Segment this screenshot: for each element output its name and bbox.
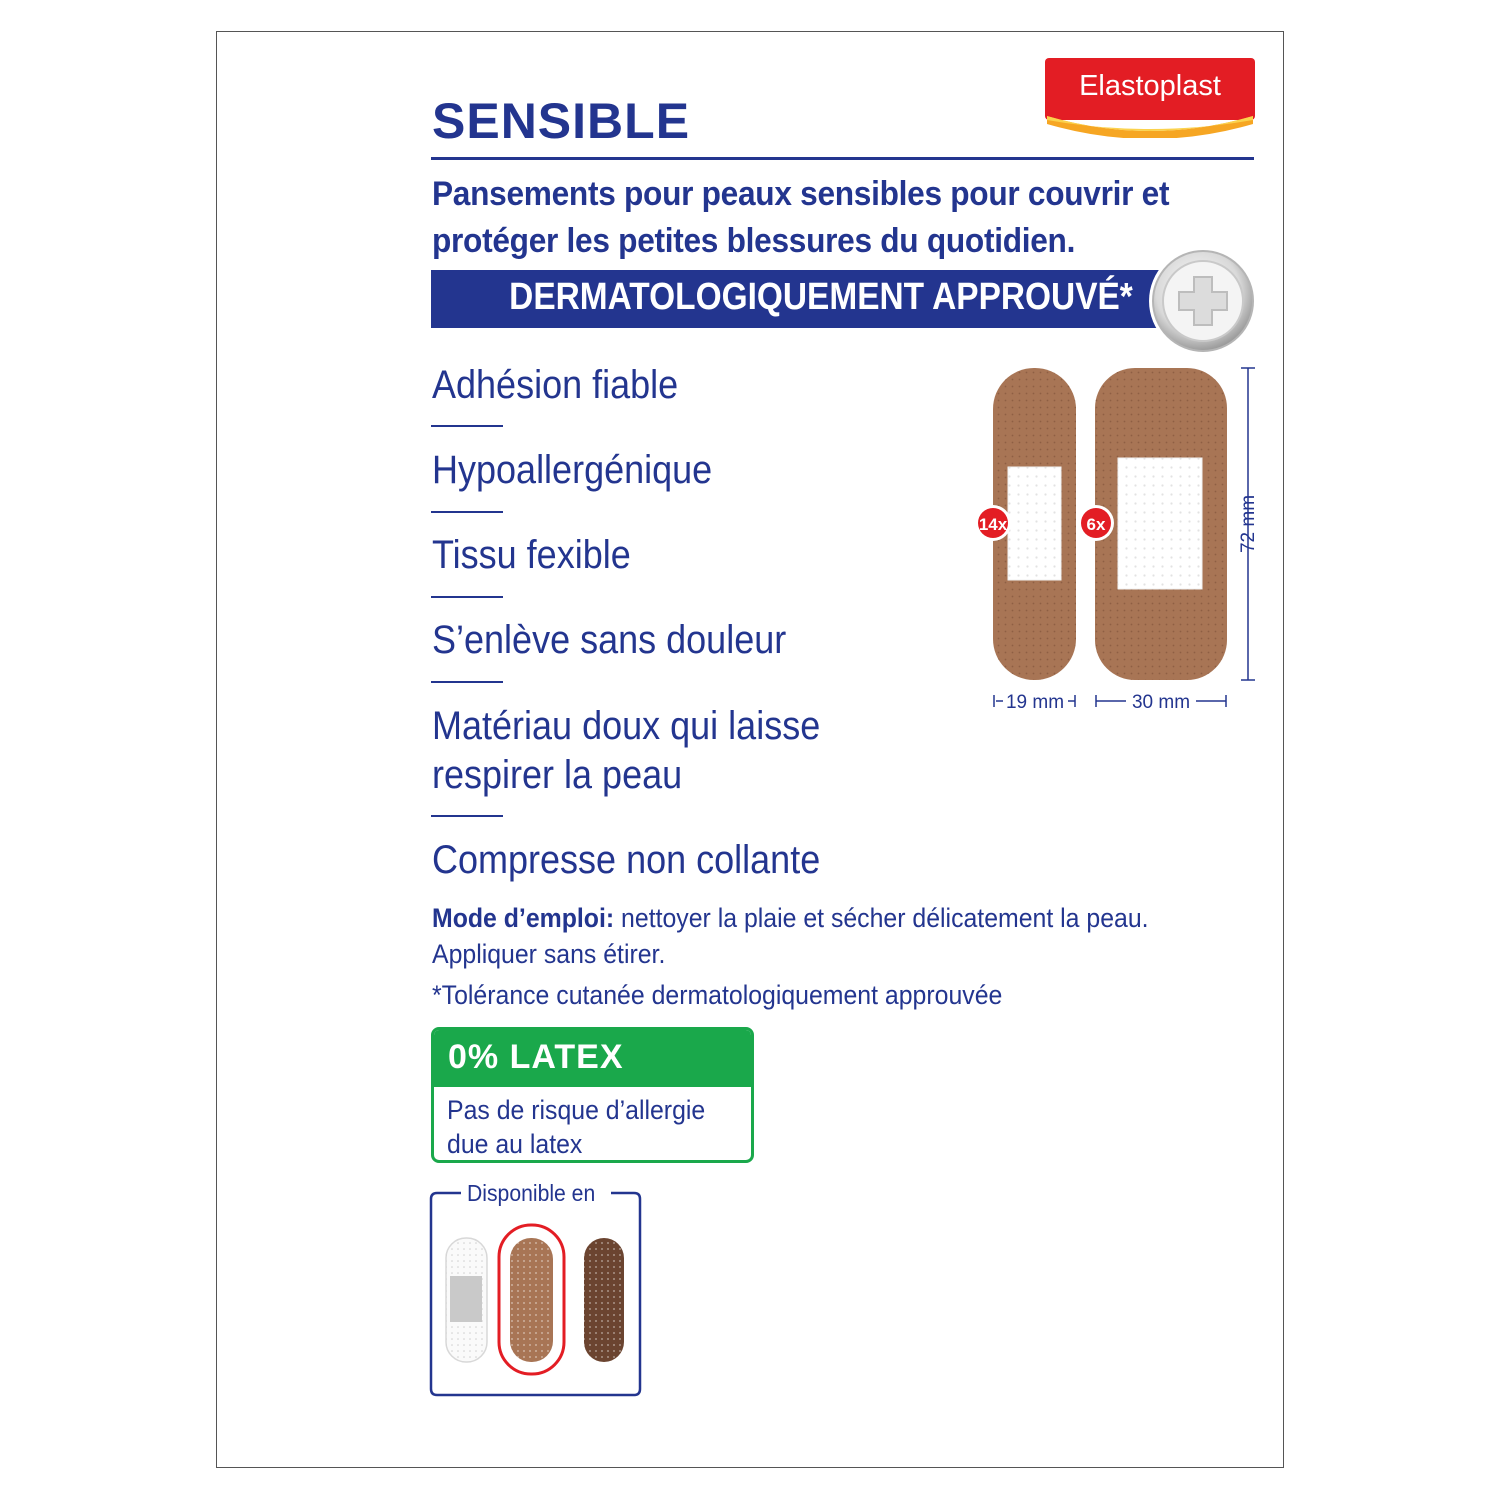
feature-divider — [431, 596, 503, 598]
small-count-label: 14x — [978, 515, 1008, 534]
feature-reliable-adhesion: Adhésion fiable — [432, 363, 679, 407]
title-divider — [431, 157, 1254, 160]
plaster-sizes-illustration — [960, 355, 1270, 725]
feature-painless-removal: S’enlève sans douleur — [432, 618, 787, 662]
feature-breathable-line1: Matériau doux qui laisse — [432, 704, 821, 748]
product-subtitle: Pansements pour peaux sensibles pour couvrir et protéger les petites blessures du quotidien. — [432, 175, 1170, 260]
feature-non-stick-pad: Compresse non collante — [432, 838, 821, 882]
availability-box — [425, 1180, 647, 1402]
availability-label: Disponible en — [467, 1180, 596, 1206]
usage-instructions — [432, 900, 1186, 972]
large-plaster — [1095, 368, 1227, 680]
large-count-label: 6x — [1086, 515, 1106, 534]
dark-plaster-option — [584, 1238, 624, 1362]
latex-description: Pas de risque d’allergie due au latex — [447, 1095, 706, 1159]
usage-text: nettoyer la plaie et sécher délicatement la peau. Appliquer sans étirer. — [432, 903, 1149, 969]
feature-breathable-line2: respirer la peau — [432, 753, 683, 797]
brand-name: Elastoplast — [1079, 70, 1221, 102]
small-width-label: 19 mm — [1005, 692, 1065, 713]
latex-title: 0% LATEX — [448, 1038, 624, 1076]
feature-flexible-fabric: Tissu fexible — [432, 533, 631, 577]
medium-plaster-option-selected — [499, 1225, 564, 1374]
length-label: 72 mm — [1238, 494, 1259, 554]
large-width-label: 30 mm — [1131, 692, 1191, 713]
product-title: SENSIBLE — [432, 93, 691, 149]
derm-banner-text: DERMATOLOGIQUEMENT APPROUVÉ* — [509, 276, 1133, 318]
footnote: *Tolérance cutanée dermatologiquement approuvée — [432, 980, 1003, 1010]
feature-hypoallergenic: Hypoallergénique — [432, 448, 713, 492]
usage-label: Mode d’emploi: — [432, 903, 615, 933]
feature-divider — [431, 511, 503, 513]
white-plaster-option — [446, 1238, 487, 1362]
feature-divider — [431, 681, 503, 683]
medical-cross-seal-icon — [1147, 245, 1259, 357]
feature-divider — [431, 425, 503, 427]
latex-free-box — [431, 1027, 754, 1163]
feature-divider — [431, 815, 503, 817]
